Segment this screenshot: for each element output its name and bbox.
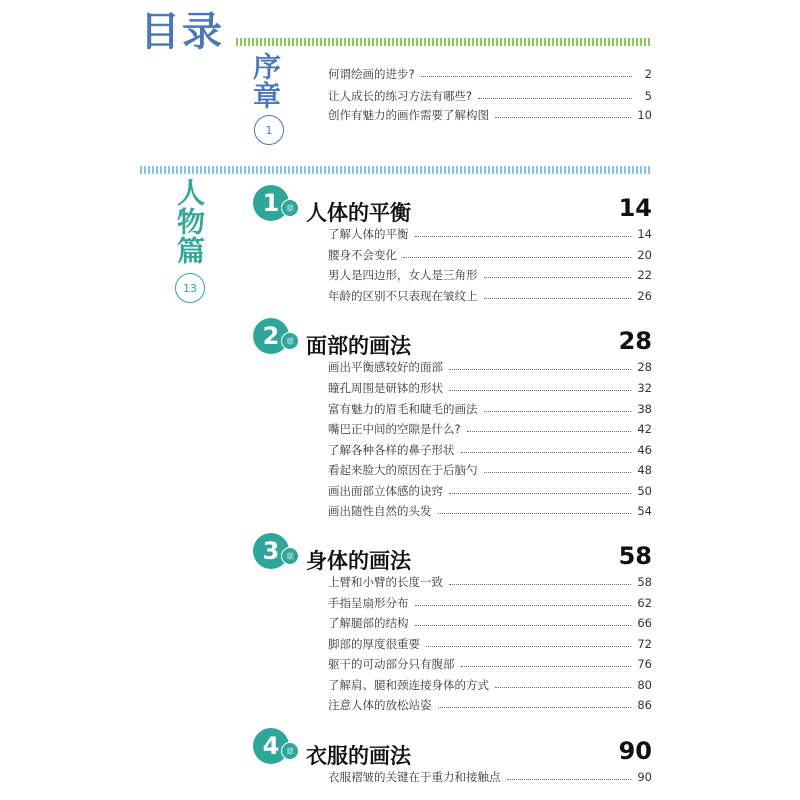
dot-leader — [449, 390, 631, 391]
chapter-4-number-badge: 4 — [253, 728, 289, 764]
toc-entry[interactable] — [328, 655, 652, 673]
entry-title: 瞳孔周围是研钵的形状 — [328, 381, 443, 395]
toc-entry[interactable] — [328, 266, 652, 284]
chapter-1-page: 14 — [618, 194, 652, 222]
entry-page: 14 — [637, 227, 652, 241]
toc-entry[interactable] — [328, 358, 652, 376]
entry-page: 26 — [637, 289, 652, 303]
entry-page: 54 — [637, 504, 652, 518]
dot-leader — [449, 584, 631, 585]
toc-entry[interactable] — [328, 768, 652, 786]
page-title: 目录 — [140, 9, 224, 55]
chapter-4-title[interactable]: 衣服的画法 — [306, 744, 411, 768]
dot-leader — [415, 236, 632, 237]
entry-title: 了解肩、腿和颈连接身体的方式 — [328, 678, 489, 692]
toc-entry[interactable] — [328, 441, 652, 459]
dot-leader — [449, 369, 631, 370]
header-divider — [236, 38, 652, 46]
dot-leader — [495, 687, 631, 688]
entry-page: 72 — [637, 637, 652, 651]
dot-leader — [478, 98, 632, 99]
dot-leader — [507, 779, 632, 780]
chapter-1-title[interactable]: 人体的平衡 — [306, 201, 411, 225]
toc-entry[interactable] — [328, 246, 652, 264]
entry-page: 32 — [637, 381, 652, 395]
entry-page: 22 — [637, 268, 652, 282]
entry-title: 了解各种各样的鼻子形状 — [328, 443, 455, 457]
toc-entry[interactable] — [328, 400, 652, 418]
dot-leader — [438, 707, 632, 708]
entry-title: 脚部的厚度很重要 — [328, 637, 420, 651]
entry-page: 28 — [637, 360, 652, 374]
toc-entry[interactable] — [328, 461, 652, 479]
toc-entry[interactable] — [328, 482, 652, 500]
dot-leader — [461, 452, 632, 453]
dot-leader — [449, 493, 631, 494]
toc-entry[interactable] — [328, 614, 652, 632]
entry-title: 上臂和小臂的长度一致 — [328, 575, 443, 589]
dot-leader — [421, 76, 632, 77]
entry-title: 富有魅力的眉毛和睫毛的画法 — [328, 402, 478, 416]
entry-title: 嘴巴正中间的空隙是什么? — [328, 422, 461, 436]
chapter-tag: 章 — [281, 547, 299, 565]
dot-leader — [438, 513, 632, 514]
entry-page: 20 — [637, 248, 652, 262]
entry-page: 42 — [637, 422, 652, 436]
entry-page: 86 — [637, 698, 652, 712]
entry-page: 2 — [644, 67, 652, 81]
toc-entry[interactable] — [328, 379, 652, 397]
toc-entry[interactable] — [328, 65, 652, 83]
chapter-3-title[interactable]: 身体的画法 — [306, 549, 411, 573]
toc-entry[interactable] — [328, 594, 652, 612]
entry-page: 5 — [644, 89, 652, 103]
toc-entry[interactable] — [328, 635, 652, 653]
entry-title: 画出平衡感较好的面部 — [328, 360, 443, 374]
dot-leader — [484, 411, 632, 412]
entry-title: 创作有魅力的画作需要了解构图 — [328, 108, 489, 122]
prologue-page-number: 1 — [254, 115, 284, 145]
toc-entry[interactable] — [328, 696, 652, 714]
entry-page: 58 — [637, 575, 652, 589]
toc-entry[interactable] — [328, 502, 652, 520]
dot-leader — [484, 298, 632, 299]
people-section-label: 人物篇 — [173, 178, 206, 265]
toc-entry[interactable] — [328, 225, 652, 243]
dot-leader — [484, 277, 632, 278]
dot-leader — [403, 257, 631, 258]
toc-entry[interactable] — [328, 573, 652, 591]
entry-title: 何谓绘画的进步? — [328, 67, 415, 81]
entry-page: 80 — [637, 678, 652, 692]
dot-leader — [467, 431, 632, 432]
entry-title: 衣服褶皱的关键在于重力和接触点 — [328, 770, 501, 784]
dot-leader — [495, 117, 631, 118]
dot-leader — [415, 605, 632, 606]
entry-title: 躯干的可动部分只有腹部 — [328, 657, 455, 671]
entry-title: 腰身不会变化 — [328, 248, 397, 262]
toc-entry[interactable] — [328, 106, 652, 124]
toc-entry[interactable] — [328, 287, 652, 305]
entry-page: 62 — [637, 596, 652, 610]
entry-title: 看起来脸大的原因在于后脑勺 — [328, 463, 478, 477]
entry-title: 画出面部立体感的诀窍 — [328, 484, 443, 498]
entry-title: 男人是四边形，女人是三角形 — [328, 268, 478, 282]
toc-entry[interactable] — [328, 676, 652, 694]
dot-leader — [484, 472, 632, 473]
chapter-4-page: 90 — [618, 737, 652, 765]
chapter-1-number-badge: 1 — [253, 185, 289, 221]
entry-title: 注意人体的放松站姿 — [328, 698, 432, 712]
chapter-tag: 章 — [281, 742, 299, 760]
entry-title: 年龄的区别不只表现在皱纹上 — [328, 289, 478, 303]
entry-page: 10 — [637, 108, 652, 122]
chapter-tag: 章 — [281, 199, 299, 217]
entry-page: 66 — [637, 616, 652, 630]
entry-page: 76 — [637, 657, 652, 671]
chapter-2-number-badge: 2 — [253, 318, 289, 354]
chapter-2-page: 28 — [618, 327, 652, 355]
section-divider — [140, 166, 652, 174]
prologue-label: 序章 — [249, 52, 282, 110]
toc-entry[interactable] — [328, 420, 652, 438]
entry-title: 了解人体的平衡 — [328, 227, 409, 241]
entry-title: 画出随性自然的头发 — [328, 504, 432, 518]
dot-leader — [426, 646, 631, 647]
entry-page: 50 — [637, 484, 652, 498]
chapter-3-page: 58 — [618, 542, 652, 570]
entry-title: 让人成长的练习方法有哪些? — [328, 89, 473, 103]
entry-page: 38 — [637, 402, 652, 416]
chapter-3-number-badge: 3 — [253, 533, 289, 569]
chapter-tag: 章 — [281, 332, 299, 350]
chapter-2-title[interactable]: 面部的画法 — [306, 334, 411, 358]
entry-title: 了解腿部的结构 — [328, 616, 409, 630]
entry-title: 手指呈扇形分布 — [328, 596, 409, 610]
entry-page: 48 — [637, 463, 652, 477]
people-page-number: 13 — [175, 273, 205, 303]
dot-leader — [415, 625, 632, 626]
toc-entry[interactable] — [328, 87, 652, 105]
entry-page: 90 — [637, 770, 652, 784]
dot-leader — [461, 666, 632, 667]
entry-page: 46 — [637, 443, 652, 457]
